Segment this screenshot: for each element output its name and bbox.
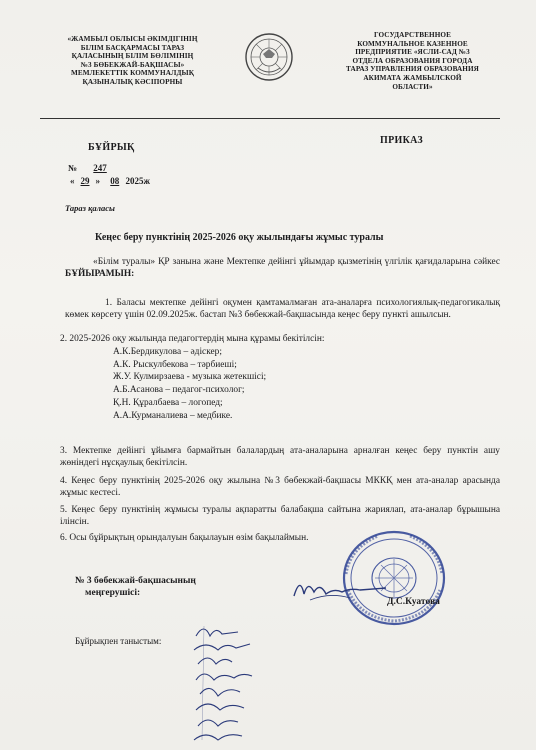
header-left-line: ҚАЛАСЫНЫҢ БІЛІМ БӨЛІМІНІҢ: [71, 52, 194, 61]
order-date: « 29 » 08 2025ж: [70, 176, 151, 186]
header-right-line: КОММУНАЛЬНОЕ КАЗЕННОЕ: [357, 39, 468, 48]
list-item: А.А.Курманалиева – медбике.: [113, 410, 233, 421]
header-left-line: МЕМЛЕКЕТТІК КОММУНАЛДЫҚ: [70, 69, 195, 78]
header-right-line: АКИМАТА ЖАМБЫЛСКОЙ: [363, 73, 462, 82]
signature-title: [75, 575, 196, 599]
list-item: А.Б.Асанова – педагог-психолог;: [113, 385, 245, 396]
item-5: 5. Кеңес беру пунктінің жұмысы туралы ақпаратты балабақша сайтына жариялап, ата-аналар бұрышына ілінсін.: [60, 505, 500, 527]
list-item: А.К. Рыскулбекова – тәрбиеші;: [113, 359, 237, 370]
order-year: 2025ж: [125, 176, 151, 186]
header-right-line: ГОСУДАРСТВЕННОЕ: [374, 31, 451, 39]
header-right-line: ОТДЕЛА ОБРАЗОВАНИЯ ГОРОДА: [352, 56, 473, 65]
signature-title-line: меңгерушісі:: [85, 588, 141, 598]
header-divider: [40, 118, 500, 119]
header-left-org-name: [40, 35, 225, 87]
list-item: А.К.Бердикулова – әдіскер;: [113, 347, 222, 357]
acknowledgement-label: Бұйрықпен таныстым:: [75, 636, 162, 646]
item-4: 4. Кеңес беру пунктінің 2025-2026 оқу жылына №3 бөбекжай-бақшасы МККҚ мен ата-аналар арасында жұмыс кестесі.: [60, 476, 500, 498]
header-right-org-name: [320, 31, 505, 91]
signature-title-line: № 3 бөбекжай-бақшасының: [75, 576, 196, 586]
preamble: «Білім туралы» ҚР занына және Мектепке дейінгі ұйымдар қызметінің үлгілік қағидаларына сәйкес БҰЙЫРАМЫН:: [65, 257, 500, 279]
order-label-ru: ПРИКАЗ: [380, 135, 423, 146]
item-2: 2. 2025-2026 оқу жылында педагогтердің мына құрамы бекітілсін:: [60, 334, 325, 344]
header-right-line: ТАРАЗ УПРАВЛЕНИЯ ОБРАЗОВАНИЯ: [346, 65, 479, 74]
order-day: 29: [80, 176, 90, 186]
director-name: Д.С.Куатова: [387, 597, 440, 607]
order-number-value: 247: [93, 163, 107, 173]
list-item: Қ.Н. Құралбаева – логопед;: [113, 397, 223, 408]
state-emblem-icon: [244, 32, 294, 82]
header-left-line: ҚАЗЫНАЛЫҚ КӘСІПОРНЫ: [82, 77, 183, 86]
header-left-line: «ЖАМБЫЛ ОБЛЫСЫ ӘКІМДІГІНІҢ: [67, 35, 198, 43]
order-label-kz: БҰЙРЫҚ: [88, 142, 135, 153]
order-month: 08: [110, 176, 120, 186]
preamble-directive: БҰЙЫРАМЫН:: [65, 268, 135, 279]
staff-list: [113, 346, 413, 422]
header-left-line: БІЛІМ БАСҚАРМАСЫ ТАРАЗ: [80, 43, 185, 52]
document-title: Кеңес беру пунктінің 2025-2026 оқу жылындағы жұмыс туралы: [95, 232, 384, 243]
item-1: 1. Баласы мектепке дейінгі оқумен қамтамалмаған ата-аналарға психологиялық-педагогикалық көмек көрсету үшін 02.09.2025ж. бастап №3 бөбекжай-бақшасында кеңес беру пункті ашылсын.: [65, 298, 500, 320]
header-right-line: ОБЛАСТИ»: [392, 82, 433, 91]
header-left-line: №3 БӨБЕКЖАЙ-БАҚШАСЫ»: [80, 60, 185, 69]
city-name: Тараз қаласы: [65, 203, 115, 213]
order-number: № 247: [68, 163, 119, 173]
list-item: Ж.У. Кулмирзаева - музыка жетекшісі;: [113, 372, 267, 383]
acknowledgement-signatures-icon: [190, 622, 270, 744]
item-6: 6. Осы бұйрықтың орындалуын бақылауын өзім бақылаймын.: [60, 533, 309, 543]
item-3: 3. Мектепке дейінгі ұйымға бармайтын балалардың ата-аналарына арналған кеңес беру пунктін ашу жөніндегі нұсқаулық бекітілсін.: [60, 446, 500, 468]
director-signature-icon: [290, 570, 390, 606]
header-right-line: ПРЕДПРИЯТИЕ «ЯСЛИ-САД №3: [355, 48, 470, 57]
